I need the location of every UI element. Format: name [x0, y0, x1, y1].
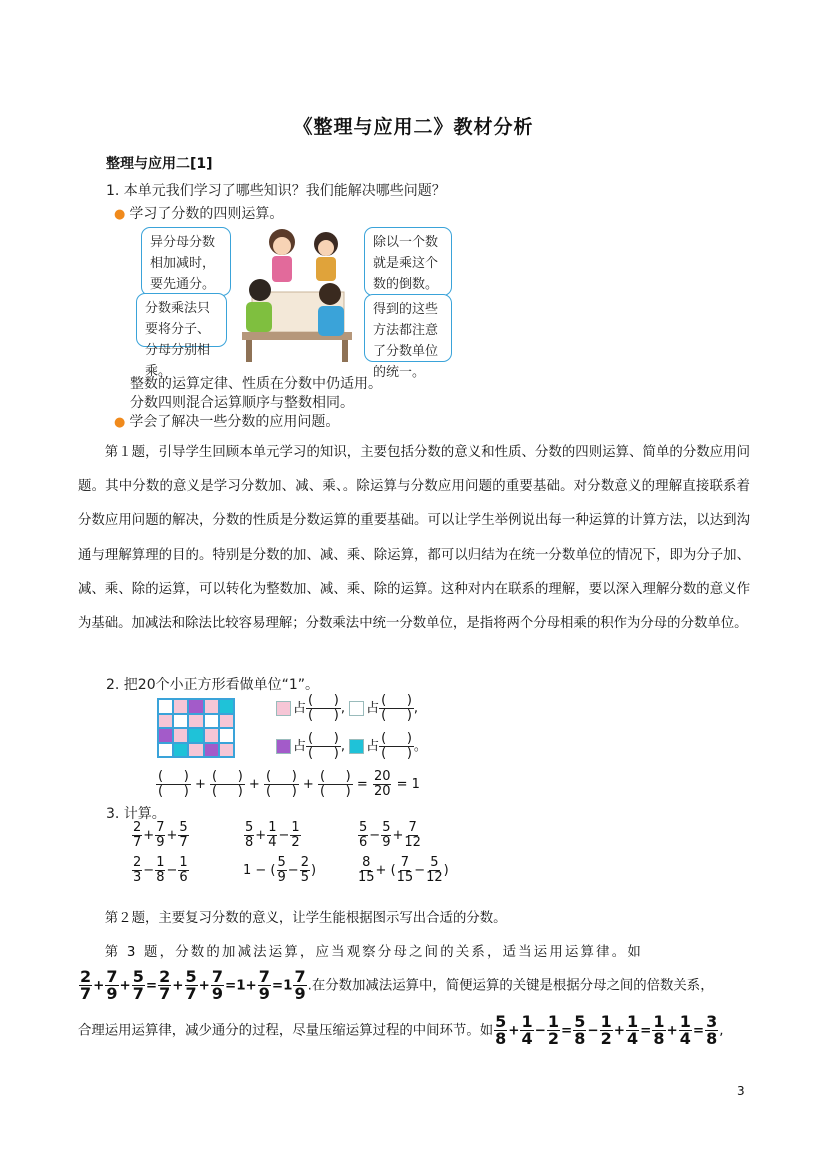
calc-4: $\frac{2}{3}$ − $\frac{1}{8}$ − $\frac{1}{6}$ — [133, 855, 188, 885]
calc-3: $\frac{5}{6}$ − $\frac{5}{9}$ + $\frac{7}{12}$ — [359, 820, 421, 850]
white-square-icon — [349, 701, 364, 716]
section-heading: 整理与应用二[1] — [106, 156, 213, 172]
paragraph-3-line-1: 第 3 题，分数的加减法运算，应当观察分母之间的关系，适当运用运算律。如 — [104, 945, 643, 960]
q1-bullet-2-text: 学会了解决一些分数的应用问题。 — [129, 414, 340, 430]
calc-6: $\frac{8}{15}$ + ( $\frac{7}{15}$ − $\frac{5}{12}$ ) — [358, 855, 449, 885]
page-title: 《整理与应用二》教材分析 — [293, 116, 534, 138]
occupy-label: 占 — [366, 701, 380, 716]
q1-question: 1. 本单元我们学习了哪些知识？我们能解决哪些问题？ — [106, 183, 446, 199]
paragraph-3-text-c: 合理运用运算律，减少通分的过程，尽量压缩运算过程的中间环节。如 — [78, 1023, 494, 1039]
occupy-label: 占 — [293, 739, 307, 754]
paragraph-3 — [78, 936, 750, 970]
bubble-4: 得到的这些方法都注意了分数单位的统一。 — [364, 294, 452, 362]
q1-bullet-1: ● 学习了分数的四则运算。 — [114, 206, 284, 222]
q3-question: 3. 计算。 — [106, 806, 166, 822]
pink-square-icon — [276, 701, 291, 716]
calc-5: 1 − ( $\frac{5}{9}$ − $\frac{2}{5}$ ) — [243, 855, 317, 885]
calc-1: $\frac{2}{7}$ + $\frac{7}{9}$ + $\frac{5}{7}$ — [133, 820, 188, 850]
occupy-label: 占 — [293, 701, 307, 716]
bubble-1: 异分母分数相加减时，要先通分。 — [141, 227, 231, 296]
occupy-label: 占 — [366, 739, 380, 754]
square-grid — [157, 698, 235, 758]
bubble-2: 除以一个数就是乘这个数的倒数。 — [364, 227, 452, 296]
q2-row-2: 占 ( ) ( ) , 占 ( ) ( ) 。 — [276, 732, 427, 761]
sum-denominator: 20 — [373, 784, 391, 799]
paragraph-3-text-b: 在分数加减法运算中，简便运算的关键是根据分母之间的倍数关系， — [311, 978, 714, 994]
paragraph-2 — [78, 902, 750, 936]
q1-bullet-1-text: 学习了分数的四则运算。 — [129, 206, 284, 222]
q2-row-1: 占 ( ) ( ) , 占 ( ) ( ) , — [276, 694, 418, 723]
q1-line-1: 整数的运算定律、性质在分数中仍适用。 — [130, 376, 382, 392]
paragraph-1-text: 第１题，引导学生回顾本单元学习的知识，主要包括分数的意义和性质、分数的四则运算、简单的分数应用问题。其中分数的意义是学习分数加、减、乘、。除运算与分数应用问题的重要基础。对分数意义的理解直接联系着分数应用问题的解决，分数的性质是分数运算的重要基础。可以让学生举例说出每一种运算的计算方法，以达到沟通与理解算理的目的。特别是分数的加、减、乘、除运算，都可以归结为在统一分数单位的情况下，即为分子加、减、乘、除的运算，可以转化为整数加、减、乘、除的运算。这种对内在联系的理解，要以深入理解分数的意义作为基础。加减法和除法比较容易理解；分数乘法中统一分数单位，是指将两个分母相乘的积作为分母的分数单位。 — [78, 445, 750, 632]
bubble-3: 分数乘法只要将分子、分母分别相乘。 — [136, 293, 227, 347]
q2-sum-row: ( ) ( ) + ( ) ( ) + ( ) ( ) + ( ) ( ) = $\frac{20}{20}$ = 1 — [158, 769, 420, 799]
equals-one: = 1 — [396, 777, 420, 792]
calc-2: $\frac{5}{8}$ + $\frac{1}{4}$ − $\frac{1}{2}$ — [245, 820, 300, 850]
paragraph-3-line-3: 合理运用运算律，减少通分的过程，尽量压缩运算过程的中间环节。如 $\frac{5}{8}$ + $\frac{1}{4}$ − $\frac{1}{2}$ = $\frac{5}{8}$ − $\frac{1}{2}$ + $\frac{1}{4}$ = $\frac{1}{8}$ + $\frac{1}{4}$ = $\frac{3}{8}$ , — [78, 1012, 724, 1048]
sum-numerator: 20 — [373, 769, 391, 784]
page-number: 3 — [737, 1084, 745, 1098]
q1-line-2: 分数四则混合运算顺序与整数相同。 — [130, 395, 354, 411]
q1-bullet-2: ● 学会了解决一些分数的应用问题。 — [114, 414, 340, 430]
paragraph-1 — [78, 436, 750, 641]
q2-question: 2. 把20个小正方形看做单位“1”。 — [106, 677, 320, 693]
children-illustration — [230, 220, 365, 365]
purple-square-icon — [276, 739, 291, 754]
paragraph-2-text: 第２题，主要复习分数的意义，让学生能根据图示写出合适的分数。 — [104, 911, 507, 926]
paragraph-3-line-2: $\frac{2}{7}$ + $\frac{7}{9}$ + $\frac{5}{7}$ = $\frac{2}{7}$ + $\frac{5}{7}$ + $\frac{7}{9}$ =1+ $\frac{7}{9}$ =1 $\frac{7}{9}$ .在分数加减法运算中，简便运算的关键是根据分母之间的倍数关系， — [80, 967, 714, 1003]
cyan-square-icon — [349, 739, 364, 754]
